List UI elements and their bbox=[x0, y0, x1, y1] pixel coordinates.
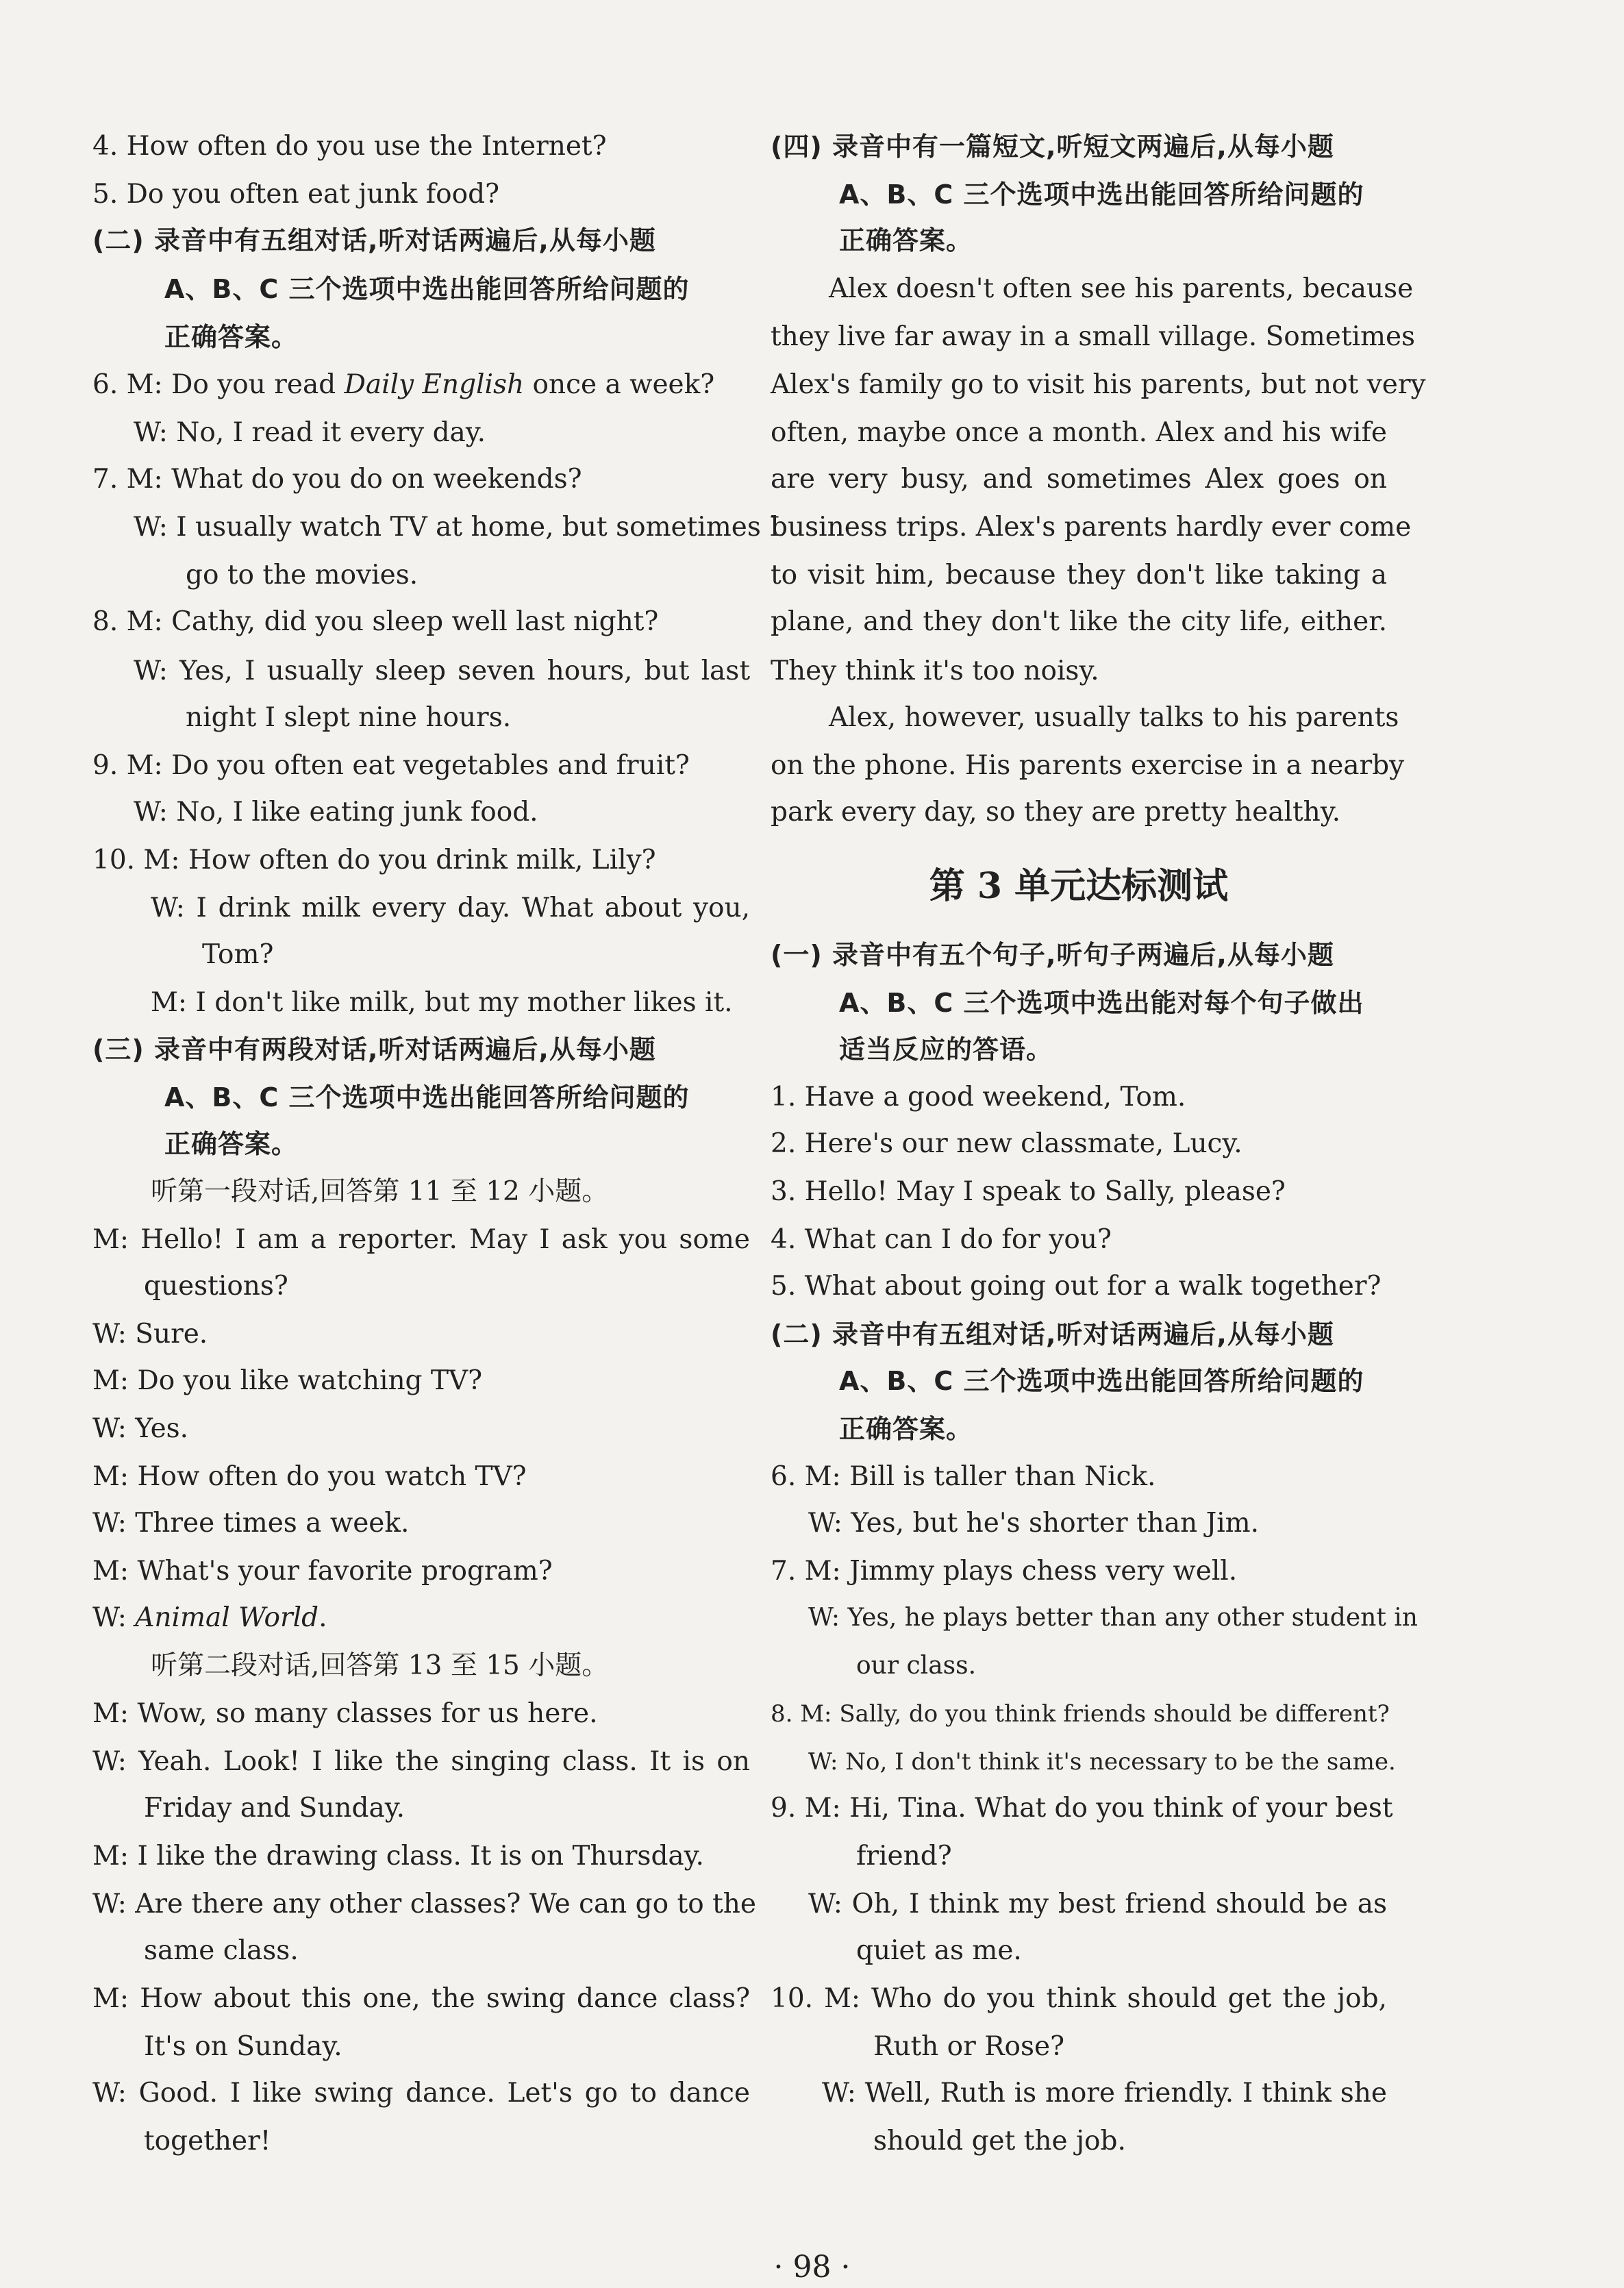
dialogue-line: W: I usually watch TV at home, but sometimes I bbox=[134, 512, 780, 543]
listening-sentence: 5. What about going out for a walk together? bbox=[771, 1271, 1382, 1302]
dialogue-line: M: Hello! I am a reporter. May I ask you some bbox=[92, 1224, 750, 1255]
dialogue-line: 9. M: Hi, Tina. What do you think of your best bbox=[771, 1793, 1393, 1824]
dialogue-line: M: Wow, so many classes for us here. bbox=[92, 1698, 598, 1729]
section-heading: A、B、C 三个选项中选出能回答所给问题的 bbox=[839, 179, 1364, 210]
section-heading: (四) 录音中有一篇短文,听短文两遍后,从每小题 bbox=[771, 132, 1334, 162]
listening-sentence: 1. Have a good weekend, Tom. bbox=[771, 1082, 1186, 1112]
dialogue-line: 6. M: Bill is taller than Nick. bbox=[771, 1461, 1156, 1492]
section-heading: 正确答案。 bbox=[839, 1414, 973, 1444]
listening-sentence: 3. Hello! May I speak to Sally, please? bbox=[771, 1176, 1286, 1207]
dialogue-line: W: Are there any other classes? We can go to the bbox=[92, 1889, 756, 1919]
listening-sentence: 2. Here's our new classmate, Lucy. bbox=[771, 1128, 1242, 1159]
dialogue-line: 7. M: Jimmy plays chess very well. bbox=[771, 1556, 1238, 1587]
dialogue-line: Tom? bbox=[202, 939, 274, 970]
dialogue-line: Friday and Sunday. bbox=[144, 1793, 405, 1824]
passage-line: to visit him, because they don't like taking a bbox=[771, 560, 1387, 590]
dialogue-line: W: I drink milk every day. What about you, bbox=[151, 893, 750, 923]
dialogue-line: quiet as me. bbox=[856, 1935, 1022, 1966]
page-number: · 98 · bbox=[773, 2250, 851, 2285]
dialogue-line: W: Well, Ruth is more friendly. I think she bbox=[822, 2078, 1387, 2109]
listening-sentence: 4. How often do you use the Internet? bbox=[92, 131, 607, 162]
section-heading: A、B、C 三个选项中选出能回答所给问题的 bbox=[164, 1082, 690, 1112]
unit-title: 第 3 单元达标测试 bbox=[929, 865, 1229, 907]
dialogue-line: W: No, I like eating junk food. bbox=[134, 797, 538, 828]
section-heading: (三) 录音中有两段对话,听对话两遍后,从每小题 bbox=[92, 1034, 656, 1065]
passage-line: they live far away in a small village. Sometimes bbox=[771, 321, 1416, 352]
passage-line: on the phone. His parents exercise in a nearby bbox=[771, 750, 1405, 781]
section-heading: A、B、C 三个选项中选出能回答所给问题的 bbox=[839, 1366, 1364, 1396]
dialogue-line: W: Yes. bbox=[92, 1413, 189, 1444]
dialogue-line: 10. M: How often do you drink milk, Lily? bbox=[92, 845, 656, 875]
dialogue-line: friend? bbox=[856, 1841, 952, 1872]
dialogue-line: M: What's your favorite program? bbox=[92, 1556, 553, 1587]
dialogue-line: questions? bbox=[144, 1271, 288, 1302]
passage-line: Alex doesn't often see his parents, because bbox=[829, 273, 1414, 304]
section-heading: A、B、C 三个选项中选出能回答所给问题的 bbox=[164, 274, 690, 304]
dialogue-line: W: No, I read it every day. bbox=[134, 417, 486, 448]
passage-line: park every day, so they are pretty healthy. bbox=[771, 797, 1341, 828]
section-heading: 正确答案。 bbox=[164, 1129, 299, 1159]
dialogue-intro: 听第二段对话,回答第 13 至 15 小题。 bbox=[151, 1650, 609, 1681]
dialogue-line: should get the job. bbox=[873, 2126, 1126, 2156]
dialogue-line: 8. M: Sally, do you think friends should be different? bbox=[771, 1700, 1390, 1728]
dialogue-line: M: Do you like watching TV? bbox=[92, 1365, 483, 1396]
section-heading: (二) 录音中有五组对话,听对话两遍后,从每小题 bbox=[771, 1319, 1334, 1350]
passage-line: business trips. Alex's parents hardly ever come bbox=[771, 512, 1412, 543]
dialogue-line: 8. M: Cathy, did you sleep well last night? bbox=[92, 606, 659, 637]
dialogue-line: W: No, I don't think it's necessary to be the same. bbox=[808, 1748, 1396, 1776]
listening-sentence: 5. Do you often eat junk food? bbox=[92, 179, 499, 210]
passage-line: often, maybe once a month. Alex and his wife bbox=[771, 417, 1387, 448]
dialogue-line: Ruth or Rose? bbox=[873, 2031, 1065, 2062]
dialogue-line: 9. M: Do you often eat vegetables and fruit? bbox=[92, 750, 690, 781]
passage-line: They think it's too noisy. bbox=[771, 656, 1099, 686]
section-heading: (一) 录音中有五个句子,听句子两遍后,从每小题 bbox=[771, 940, 1334, 970]
dialogue-line: It's on Sunday. bbox=[144, 2031, 342, 2062]
passage-line: Alex's family go to visit his parents, but not very bbox=[771, 369, 1426, 400]
dialogue-line: together! bbox=[144, 2126, 271, 2156]
passage-line: Alex, however, usually talks to his parents bbox=[829, 702, 1399, 733]
listening-sentence: 4. What can I do for you? bbox=[771, 1224, 1112, 1255]
dialogue-line: W: Oh, I think my best friend should be as bbox=[808, 1889, 1387, 1919]
dialogue-line: W: Sure. bbox=[92, 1319, 208, 1350]
dialogue-line: go to the movies. bbox=[186, 560, 419, 590]
dialogue-line: 6. M: Do you read Daily English once a week? bbox=[92, 369, 715, 400]
dialogue-line: M: How about this one, the swing dance class? bbox=[92, 1983, 750, 2014]
dialogue-line: 10. M: Who do you think should get the job, bbox=[771, 1983, 1387, 2014]
dialogue-line: same class. bbox=[144, 1935, 299, 1966]
dialogue-line: M: I don't like milk, but my mother likes it. bbox=[151, 987, 733, 1018]
dialogue-line: W: Yes, I usually sleep seven hours, but last bbox=[134, 656, 750, 686]
passage-line: plane, and they don't like the city life, either. bbox=[771, 606, 1387, 637]
dialogue-line: M: How often do you watch TV? bbox=[92, 1461, 527, 1492]
dialogue-line: night I slept nine hours. bbox=[186, 702, 512, 733]
dialogue-line: W: Yeah. Look! I like the singing class. It is on bbox=[92, 1746, 750, 1777]
dialogue-line: W: Yes, he plays better than any other student in bbox=[808, 1604, 1418, 1632]
dialogue-line: M: I like the drawing class. It is on Thursday. bbox=[92, 1841, 704, 1872]
dialogue-line: W: Good. I like swing dance. Let's go to dance bbox=[92, 2078, 750, 2109]
dialogue-intro: 听第一段对话,回答第 11 至 12 小题。 bbox=[151, 1176, 609, 1207]
section-heading: (二) 录音中有五组对话,听对话两遍后,从每小题 bbox=[92, 225, 656, 256]
passage-line: are very busy, and sometimes Alex goes on bbox=[771, 464, 1387, 495]
section-heading: 正确答案。 bbox=[164, 322, 299, 352]
dialogue-line: W: Three times a week. bbox=[92, 1508, 410, 1539]
dialogue-line: our class. bbox=[856, 1652, 977, 1680]
section-heading: 正确答案。 bbox=[839, 225, 973, 256]
dialogue-line: 7. M: What do you do on weekends? bbox=[92, 464, 582, 495]
section-heading: 适当反应的答语。 bbox=[839, 1034, 1053, 1065]
section-heading: A、B、C 三个选项中选出能对每个句子做出 bbox=[839, 988, 1364, 1018]
dialogue-line: W: Animal World. bbox=[92, 1602, 327, 1633]
dialogue-line: W: Yes, but he's shorter than Jim. bbox=[808, 1508, 1260, 1539]
